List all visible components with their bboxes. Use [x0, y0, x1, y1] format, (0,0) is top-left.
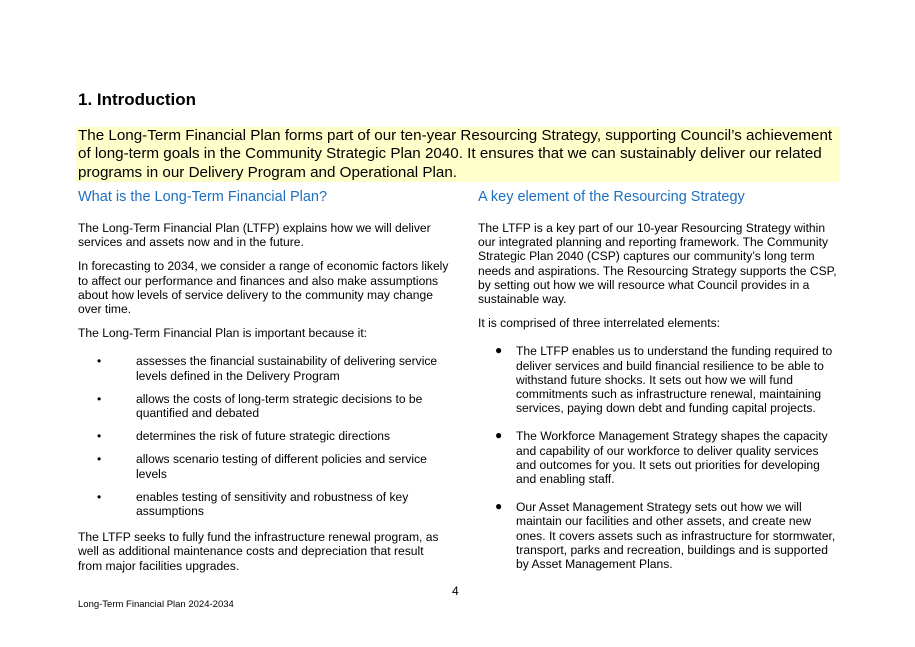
- bullet-icon: •: [97, 354, 102, 369]
- left-column: [78, 186, 450, 583]
- list-item: • assesses the financial sustainability of delivering service levels defined in the Delivery Program: [97, 354, 438, 383]
- bullet-icon: •: [97, 489, 102, 504]
- list-item: ● Our Asset Management Strategy sets out how we will maintain our facilities and other assets, and create new ones. It covers assets such as infrastructure for stormwater, transport, parks and recreation, buildings and is supported by Asset Management Plans.: [495, 499, 836, 572]
- bullet-icon: •: [97, 391, 102, 406]
- intro-highlight: The Long-Term Financial Plan forms part of our ten-year Resourcing Strategy, supporting Council’s achievement of long-term goals in the Community Strategic Plan 2040. It ensures that we can sustainably deliver our related programs in our Delivery Program and Operational Plan.: [76, 127, 840, 182]
- right-heading: A key element of the Resourcing Strategy: [478, 189, 745, 205]
- right-column: [478, 186, 840, 580]
- left-heading: What is the Long-Term Financial Plan?: [78, 189, 328, 205]
- bullet-icon: ●: [495, 499, 503, 514]
- right-bullet-list: [478, 344, 840, 571]
- page-title: 1. Introduction: [78, 90, 197, 109]
- right-paragraph-1: The LTFP is a key part of our 10-year Resourcing Strategy within our integrated planning and reporting framework. The Community Strategic Plan 2040 (CSP) captures our community’s long term needs and aspirations. The Resourcing Strategy supports the CSP, by setting out how we will resource what Council provides in a sustainable way.: [478, 221, 837, 307]
- list-item: • allows the costs of long-term strategic decisions to be quantified and debated: [97, 391, 423, 421]
- bullet-icon: •: [97, 429, 102, 444]
- left-paragraph-2: In forecasting to 2034, we consider a range of economic factors likely to affect our performance and finances and also make assumptions about how levels of service delivery to the community may change over time.: [78, 259, 449, 317]
- list-item: ● The Workforce Management Strategy shapes the capacity and capability of our workforce to deliver quality services and outcomes for you. It sets out priorities for developing and enabling staff.: [495, 428, 828, 487]
- footer-text: Long-Term Financial Plan 2024-2034: [78, 599, 234, 610]
- page-number: 4: [452, 584, 459, 598]
- list-item: • determines the risk of future strategic directions: [97, 429, 391, 444]
- list-item: ● The LTFP enables us to understand the funding required to deliver services and build financial resilience to be able to withstand future shocks. It sets out how we will fund commitments such as infrastructure renewal, maintaining services, paying down debt and funding capital projects.: [495, 343, 833, 416]
- bullet-icon: ●: [495, 428, 503, 443]
- list-item: • enables testing of sensitivity and robustness of key assumptions: [97, 489, 409, 519]
- right-paragraph-2: It is comprised of three interrelated elements:: [478, 316, 720, 331]
- list-item: • allows scenario testing of different policies and service levels: [97, 452, 427, 481]
- left-paragraph-3: The Long-Term Financial Plan is important because it:: [78, 326, 368, 341]
- bullet-icon: ●: [495, 343, 503, 358]
- left-bullet-list: [78, 354, 450, 518]
- left-paragraph-1: The Long-Term Financial Plan (LTFP) explains how we will deliver services and assets now and in the future.: [78, 221, 431, 250]
- bullet-icon: •: [97, 452, 102, 467]
- left-paragraph-4: The LTFP seeks to fully fund the infrastructure renewal program, as well as additional maintenance costs and depreciation that result from major facilities upgrades.: [78, 530, 439, 573]
